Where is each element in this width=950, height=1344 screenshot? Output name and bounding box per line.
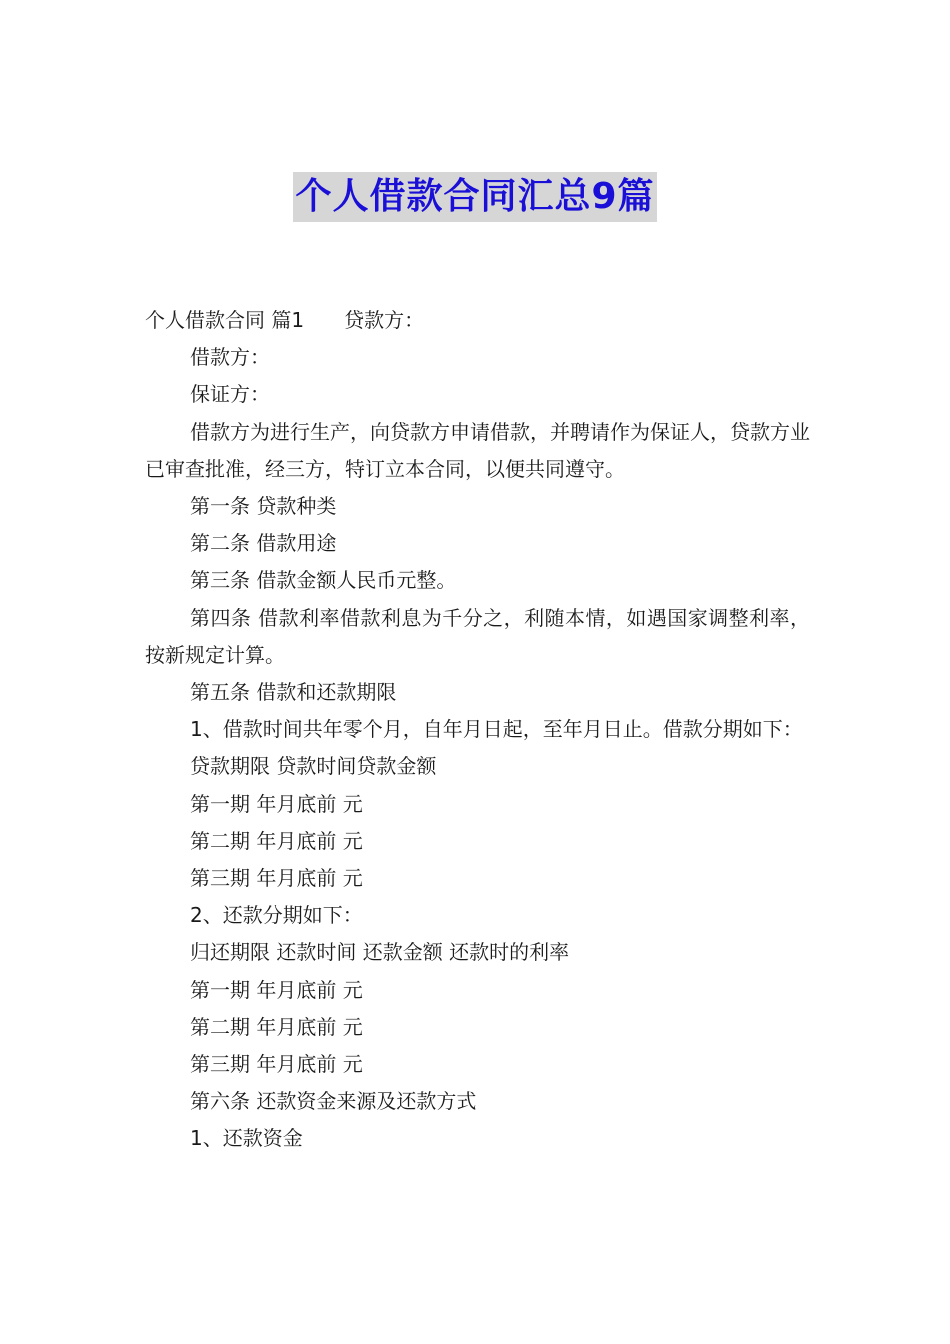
paragraph-article-6: 第六条 还款资金来源及还款方式: [190, 1089, 477, 1114]
document-title: 个人借款合同汇总9篇: [293, 172, 656, 222]
paragraph-repay-period-2: 第二期 年月底前 元: [190, 1014, 363, 1039]
paragraph-article-1: 第一条 贷款种类: [190, 494, 337, 519]
paragraph-repayment-schedule: 2、还款分期如下：: [190, 903, 363, 928]
title-container: [0, 172, 950, 222]
paragraph-loan-schedule-header: 贷款期限 贷款时间贷款金额: [190, 754, 437, 779]
document-body: [145, 302, 810, 1158]
paragraph-article-2: 第二条 借款用途: [190, 531, 337, 556]
lender-label: 贷款方：: [344, 308, 425, 332]
paragraph-article-4: 第四条 借款利率借款利息为千分之，利随本情，如遇国家调整利率，按新规定计算。: [145, 605, 810, 667]
paragraph-guarantor: 保证方：: [190, 382, 270, 407]
paragraph-preamble: 借款方为进行生产，向贷款方申请借款，并聘请作为保证人，贷款方业已审查批准，经三方，特订立本合同，以便共同遵守。: [145, 419, 810, 481]
paragraph-borrower: 借款方：: [190, 345, 270, 370]
paragraph-article-3: 第三条 借款金额人民币元整。: [190, 568, 457, 593]
paragraph-contract-heading: [145, 302, 810, 339]
paragraph-loan-period-2: 第二期 年月底前 元: [190, 828, 363, 853]
paragraph-repayment-funds: 1、还款资金: [190, 1126, 303, 1151]
paragraph-repay-period-3: 第三期 年月底前 元: [190, 1052, 363, 1077]
paragraph-article-5: 第五条 借款和还款期限: [190, 680, 397, 705]
paragraph-repay-period-1: 第一期 年月底前 元: [190, 977, 363, 1002]
paragraph-loan-period-1: 第一期 年月底前 元: [190, 791, 363, 816]
paragraph-repayment-header: 归还期限 还款时间 还款金额 还款时的利率: [190, 940, 570, 965]
paragraph-loan-period-3: 第三期 年月底前 元: [190, 866, 363, 891]
contract-heading: 个人借款合同 篇1: [145, 308, 305, 332]
paragraph-loan-term: 1、借款时间共年零个月，自年月日起，至年月日止。借款分期如下：: [190, 717, 803, 742]
